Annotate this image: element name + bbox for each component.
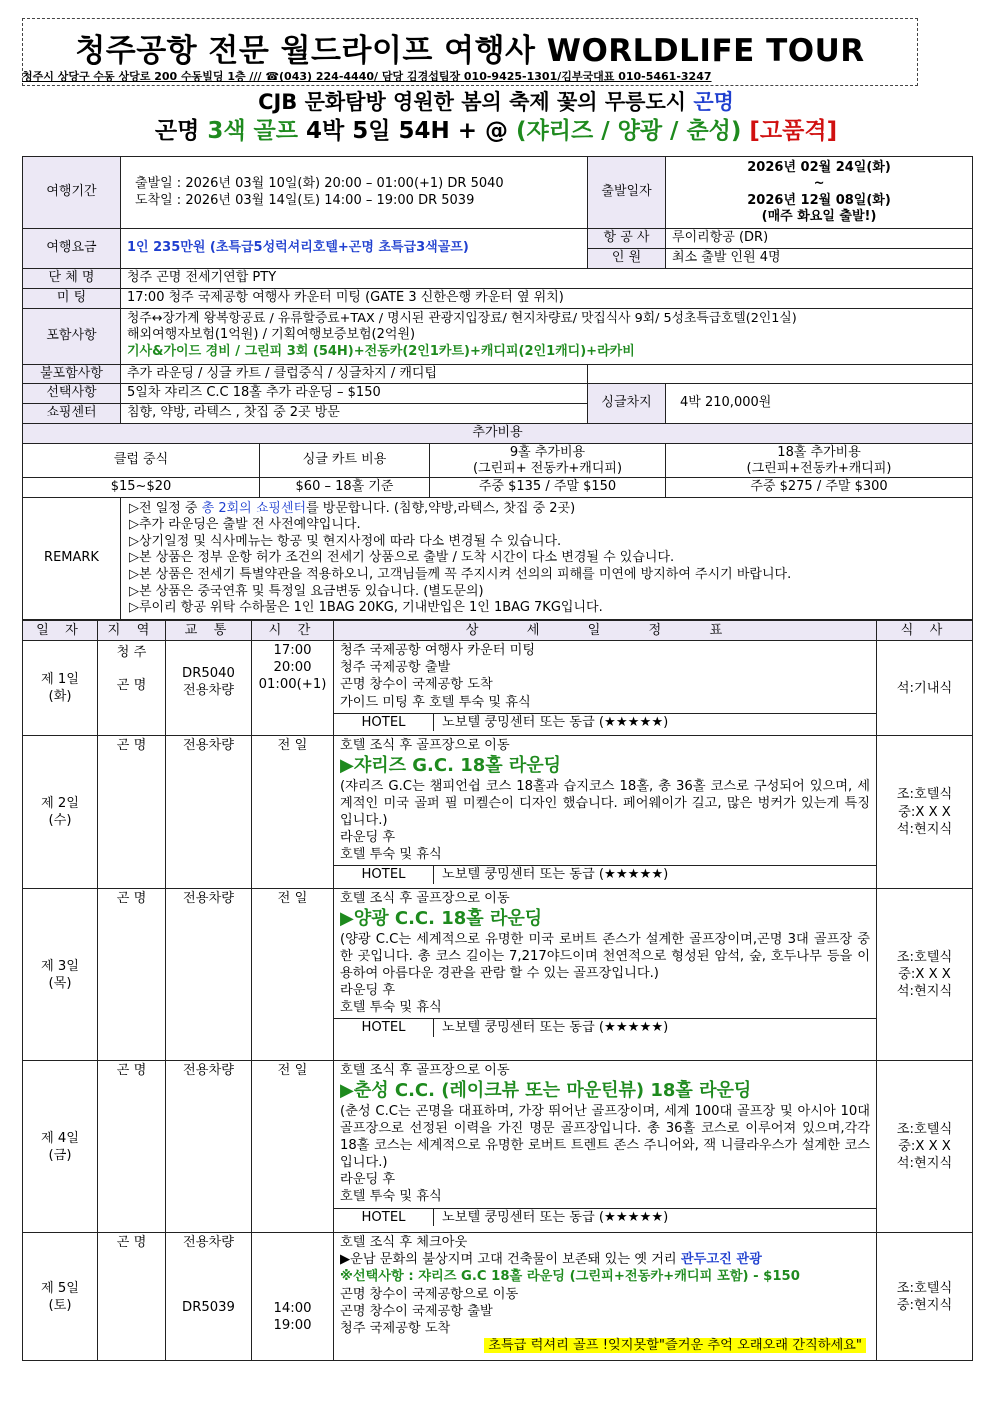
- arrive-info: 도착일 : 2026년 03월 14일(토) 14:00 – 19:00 DR 5039: [135, 192, 475, 208]
- sched-header-time: 시 간: [252, 621, 334, 641]
- shop-label: 쇼핑센터: [23, 404, 121, 424]
- subtitle-2-d: (쟈리즈 / 양광 / 춘성): [516, 118, 742, 144]
- day1-time-2: 20:00: [273, 660, 312, 676]
- incl-line-2: 해외여행자보험(1억원) / 기획여행보증보험(2억원): [127, 327, 416, 343]
- day1-line-3: 곤명 창수이 국제공항 도착: [340, 677, 493, 693]
- h18-label-2: (그린피+전동카+캐디피): [746, 460, 892, 476]
- day1-time-3: 01:00(+1): [258, 677, 327, 693]
- day3-region: 곤 명: [98, 889, 166, 1061]
- schedule-row-day4: [23, 1061, 973, 1233]
- day4-line-1: 호텔 조식 후 골프장으로 이동: [340, 1063, 510, 1079]
- schedule-row-day5: [23, 1233, 973, 1361]
- remark-4: ▷본 상품은 정부 운항 허가 조건의 전세기 상품으로 출발 / 도착 시간이 다소 변경될 수 있습니다.: [129, 550, 675, 566]
- day3-line-1: 호텔 조식 후 골프장으로 이동: [340, 891, 510, 907]
- day1-time-1: 17:00: [273, 643, 312, 659]
- remark-7: ▷루이리 항공 위탁 수하물은 1인 1BAG 20KG, 기내반입은 1인 1BAG 7KG입니다.: [129, 600, 603, 616]
- remark-2: ▷추가 라운딩은 출발 전 사전예약입니다.: [129, 517, 361, 533]
- subtitle-2-e: [고품격]: [749, 118, 838, 144]
- depdate-end: 2026년 12월 08일(화): [747, 192, 891, 208]
- day1-line-2: 청주 국제공항 출발: [340, 660, 451, 676]
- excl-value: 추가 라운딩 / 싱글 카트 / 클럽중식 / 싱글차지 / 캐디팁: [121, 364, 588, 384]
- schedule-row-day3: [23, 889, 973, 1061]
- day2-region: 곤 명: [98, 736, 166, 889]
- day3-line-3: 호텔 투숙 및 휴식: [340, 1000, 442, 1016]
- day5-line-4: 곤명 창수이 국제공항 출발: [340, 1303, 493, 1319]
- day1-hotel-label: HOTEL: [334, 714, 434, 731]
- day3-meal-2: 중:X X X: [898, 967, 951, 983]
- h18-label-1: 18홀 추가비용: [777, 445, 861, 461]
- day1-transport-1: DR5040: [182, 665, 235, 681]
- sched-header-meal: 식 사: [877, 621, 973, 641]
- day5-option: ※선택사항 : 쟈리즈 G.C 18홀 라운딩 (그린피+전동카+캐디피 포함) - $150: [340, 1269, 800, 1285]
- day2-meal-2: 중:X X X: [898, 804, 951, 820]
- people-label: 인 원: [588, 248, 666, 268]
- fee-value: 1인 235만원 (초특급5성럭셔리호텔+곤명 초특급3색골프): [121, 229, 588, 269]
- day3-transport: 전용차량: [166, 889, 252, 1061]
- h9-label-2: (그린피+ 전동카+캐디피): [472, 460, 623, 476]
- day2-label: 제 2일: [40, 796, 80, 811]
- day5-line-2b: 관두고진 관광: [680, 1252, 762, 1268]
- group-label: 단 체 명: [23, 268, 121, 288]
- day2-time: 전 일: [252, 736, 334, 889]
- remark-1c: 를 방문합니다. (침향,약방,라텍스, 찻집 중 2곳): [306, 500, 576, 516]
- cart-label: 싱글 카트 비용: [260, 444, 430, 478]
- depdate-weekly: (매주 화요일 출발!): [761, 208, 877, 224]
- day1-region-1: 청 주: [116, 645, 147, 661]
- day3-meal-1: 조:호텔식: [896, 949, 953, 965]
- single-label: 싱글차지: [588, 384, 666, 424]
- day4-meal-3: 석:현지식: [896, 1156, 953, 1172]
- day1-transport-2: 전용차량: [183, 682, 234, 698]
- day5-line-5: 청주 국제공항 도착: [340, 1320, 451, 1336]
- day2-line-2: 라운딩 후: [340, 830, 396, 846]
- day3-round: ▶양광 C.C. 18홀 라운딩: [340, 908, 543, 930]
- day5-closing: 초특급 럭셔리 골프 !잊지못할"즐거운 추억 오래오래 간직하세요": [484, 1338, 866, 1353]
- club-label: 클럽 중식: [23, 444, 260, 478]
- cart-value: $60 – 18홀 기준: [260, 478, 430, 498]
- day3-hotel-value: 노보텔 쿵밍센터 또는 동급 (★★★★★): [442, 1020, 669, 1036]
- remark-6: ▷본 상품은 중국연휴 및 특정일 요금변동 있습니다. (별도문의): [129, 583, 484, 599]
- contact-line: 청주시 상당구 수동 상당로 200 수동빌딩 1층 /// ☎(043) 224-4440/ 담당 김경섭팀장 010-9425-1301/김부국대표 010-5461-3247: [22, 70, 712, 83]
- remark-label: REMARK: [23, 498, 121, 620]
- day4-hotel-value: 노보텔 쿵밍센터 또는 동급 (★★★★★): [442, 1209, 669, 1225]
- day4-meal-1: 조:호텔식: [896, 1121, 953, 1137]
- day5-line-1: 호텔 조식 후 체크아웃: [340, 1235, 468, 1251]
- day4-desc: (춘성 C.C는 곤명을 대표하며, 가장 뛰어난 골프장이며, 세계 100대 골프장 및 아시아 10대 골프장으로 선정된 이력을 가진 명문 골프장입니다. 총 36홀 코스로 이루어져 있으며,각각 18홀 코스는 세계적으로 유명한 로버트 트렌트 존스 주니어와, 잭 니클라우스가 설계한 코스입니다.): [340, 1103, 870, 1171]
- day5-meal-1: 조:호텔식: [896, 1280, 953, 1296]
- day5-line-2: [340, 1251, 870, 1268]
- remark-5: ▷본 상품은 전세기 특별약관을 적용하오니, 고객님들께 꼭 주지시켜 선의의 피해를 미연에 방지하여 주시기 바랍니다.: [129, 567, 792, 583]
- page-title: 청주공항 전문 월드라이프 여행사 WORLDLIFE TOUR: [75, 33, 865, 69]
- day1-dow: (화): [48, 689, 72, 705]
- day2-line-1: 호텔 조식 후 골프장으로 이동: [340, 738, 510, 754]
- sched-header-transport: 교 통: [166, 621, 252, 641]
- day1-hotel-row: [334, 713, 876, 731]
- day2-meal-1: 조:호텔식: [896, 787, 953, 803]
- schedule-row-day2: [23, 736, 973, 889]
- airline-value: 루이리항공 (DR): [666, 229, 973, 249]
- day4-line-3: 호텔 투숙 및 휴식: [340, 1189, 442, 1205]
- excl-label: 불포함사항: [23, 364, 121, 384]
- sched-header-detail: 상 세 일 정 표: [334, 621, 877, 641]
- day2-hotel-label: HOTEL: [334, 866, 434, 883]
- day2-meal-3: 석:현지식: [896, 821, 953, 837]
- day5-transport-1: 전용차량: [183, 1235, 234, 1251]
- club-value: $15~$20: [23, 478, 260, 498]
- day3-desc: (양광 C.C는 세계적으로 유명한 미국 로버트 존스가 설계한 골프장이며,곤명 3대 골프장 중 한 곳입니다. 총 코스 길이는 7,217야드이며 천연적으로 형성된 암석, 숲, 호두나무 등을 이용하여 아름다운 경관을 관람 할 수 있는 골프장입니다.): [340, 931, 870, 982]
- day4-hotel-row: [334, 1208, 876, 1226]
- depdate-tilde: ~: [813, 176, 825, 192]
- depdate-label: 출발일자: [588, 157, 666, 229]
- day1-meal: 석:기내식: [877, 641, 973, 736]
- day5-meal-2: 중:현지식: [896, 1297, 953, 1313]
- subtitle-2-c: 4박 5일 54H + @: [298, 118, 517, 144]
- day3-hotel-label: HOTEL: [334, 1019, 434, 1036]
- fee-label: 여행요금: [23, 229, 121, 269]
- incl-line-3: 기사&가이드 경비 / 그린피 3회 (54H)+전동카(2인1카트)+캐디피(2인1캐디)+라카비: [127, 344, 635, 360]
- day2-desc: (쟈리즈 G.C는 챔피언쉽 코스 18홀과 습지코스 18홀, 총 36홀 코스로 구성되어 있으며, 세계적인 미국 골퍼 필 미켈슨이 디자인 했습니다. 페어웨이가 길고, 많은 벙커가 있는게 특징입니다.): [340, 778, 870, 829]
- day4-dow: (금): [48, 1147, 72, 1163]
- day4-hotel-label: HOTEL: [334, 1209, 434, 1226]
- day3-label: 제 3일: [40, 958, 80, 974]
- day5-time-2: 19:00: [273, 1318, 312, 1334]
- day4-round: ▶춘성 C.C. (레이크뷰 또는 마운틴뷰) 18홀 라운딩: [340, 1080, 752, 1102]
- opt-label: 선택사항: [23, 384, 121, 404]
- airline-label: 항 공 사: [588, 229, 666, 249]
- opt-value: 5일차 쟈리즈 C.C 18홀 추가 라운딩 – $150: [121, 384, 588, 404]
- depart-info: 출발일 : 2026년 03월 10일(화) 20:00 – 01:00(+1) DR 5040: [135, 175, 504, 191]
- group-value: 청주 곤명 전세기연합 PTY: [121, 268, 973, 288]
- subtitle-1-text: CJB 문화탐방 영원한 봄의 축제 꽃의 무릉도시: [258, 90, 694, 114]
- day1-label: 제 1일: [40, 672, 80, 687]
- day3-time: 전 일: [252, 889, 334, 1061]
- remark-1a: ▷전 일정 중: [129, 500, 202, 516]
- period-label: 여행기간: [23, 157, 121, 229]
- day4-transport: 전용차량: [166, 1061, 252, 1233]
- incl-line-1: 청주↔장가계 왕복항공료 / 유류할증료+TAX / 명시된 관광지입장료/ 현지차량료/ 맛집식사 9회/ 5성초특급호텔(2인1실): [127, 310, 797, 326]
- meet-value: 17:00 청주 국제공항 여행사 카운터 미팅 (GATE 3 신한은행 카운터 옆 위치): [121, 288, 973, 308]
- people-value: 최소 출발 인원 4명: [666, 248, 973, 268]
- day5-time-1: 14:00: [273, 1301, 312, 1317]
- day1-region-2: 곤 명: [116, 678, 147, 694]
- sched-header-region: 지 역: [98, 621, 166, 641]
- day5-line-2a: ▶운남 문화의 불상지며 고대 건축물이 보존돼 있는 옛 거리: [340, 1252, 681, 1268]
- day5-transport-2: DR5039: [182, 1300, 235, 1316]
- subtitle-line-2: [0, 112, 992, 145]
- h18-value: 주중 $275 / 주말 $300: [666, 478, 973, 498]
- day5-label: 제 5일: [40, 1280, 80, 1296]
- day1-hotel-value: 노보텔 쿵밍센터 또는 동급 (★★★★★): [442, 714, 669, 730]
- extra-label: 추가비용: [23, 424, 973, 444]
- day4-label: 제 4일: [40, 1130, 80, 1146]
- meet-label: 미 팅: [23, 288, 121, 308]
- day3-meal-3: 석:현지식: [896, 984, 953, 1000]
- day2-transport: 전용차량: [166, 736, 252, 889]
- day2-hotel-value: 노보텔 쿵밍센터 또는 동급 (★★★★★): [442, 867, 669, 883]
- day2-round: ▶쟈리즈 G.C. 18홀 라운딩: [340, 755, 562, 777]
- schedule-row-day1: [23, 641, 973, 736]
- day5-region: 곤 명: [98, 1233, 166, 1361]
- h9-label-1: 9홀 추가비용: [509, 445, 586, 461]
- info-table: [22, 156, 973, 620]
- day5-line-3: 곤명 창수이 국제공항으로 이동: [340, 1286, 519, 1302]
- sched-header-day: 일 자: [23, 621, 98, 641]
- remark-1: [129, 501, 966, 518]
- shop-value: 침향, 약방, 라텍스 , 찻집 중 2곳 방문: [121, 404, 588, 424]
- day4-meal-2: 중:X X X: [898, 1139, 951, 1155]
- day4-line-2: 라운딩 후: [340, 1172, 396, 1188]
- day3-line-2: 라운딩 후: [340, 983, 396, 999]
- remark-3: ▷상기일정 및 식사메뉴는 항공 및 현지사정에 따라 다소 변경될 수 있습니다.: [129, 533, 562, 549]
- subtitle-2-b: 3색 골프: [207, 118, 298, 144]
- h9-value: 주중 $135 / 주말 $150: [430, 478, 666, 498]
- single-value: 4박 210,000원: [666, 384, 973, 424]
- day2-dow: (수): [48, 813, 72, 829]
- remark-1b: 총 2회의 쇼핑센터: [201, 500, 307, 516]
- day3-hotel-row: [334, 1018, 876, 1036]
- day3-dow: (목): [48, 975, 72, 991]
- day1-line-1: 청주 국제공항 여행사 카운터 미팅: [340, 643, 536, 659]
- day5-dow: (토): [48, 1297, 72, 1313]
- depdate-start: 2026년 02월 24일(화): [747, 160, 891, 175]
- day2-hotel-row: [334, 865, 876, 883]
- day1-line-4: 가이드 미팅 후 호텔 투숙 및 휴식: [340, 694, 531, 710]
- day2-line-3: 호텔 투숙 및 휴식: [340, 847, 442, 863]
- incl-label: 포함사항: [23, 308, 121, 364]
- day4-time: 전 일: [252, 1061, 334, 1233]
- day4-region: 곤 명: [98, 1061, 166, 1233]
- schedule-table: [22, 620, 973, 1361]
- subtitle-2-a: 곤명: [154, 118, 208, 144]
- subtitle-1-city: 곤명: [693, 90, 734, 114]
